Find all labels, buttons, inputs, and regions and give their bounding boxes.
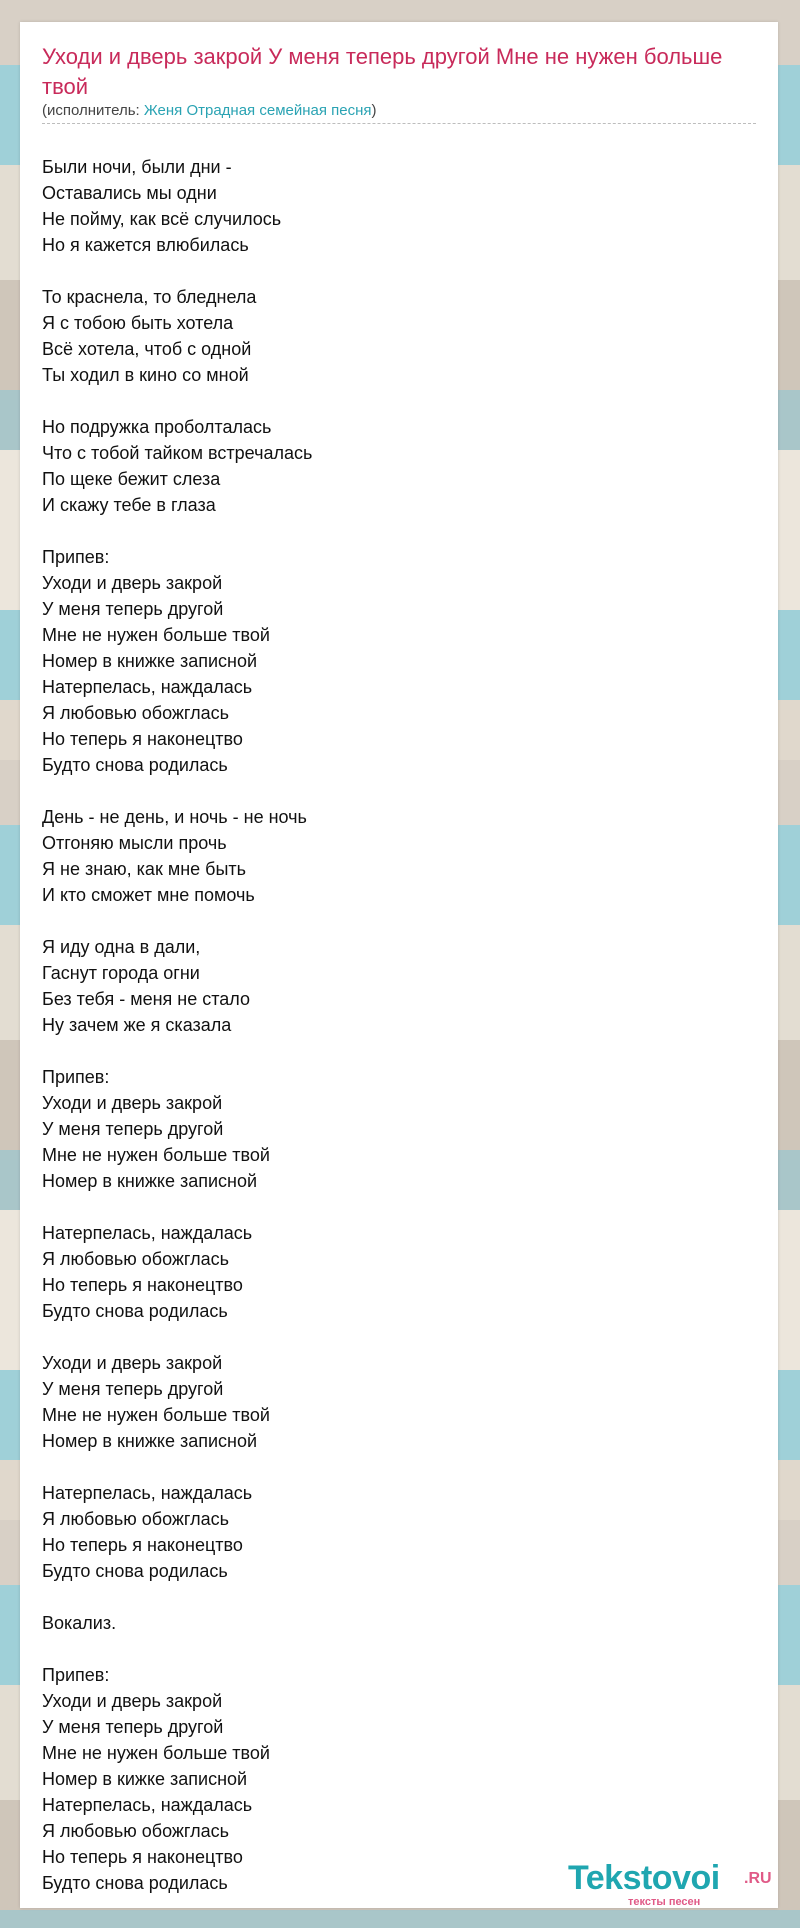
lyric-line: Уходи и дверь закрой bbox=[42, 1691, 223, 1711]
artist-line bbox=[42, 101, 756, 124]
artist-suffix: ) bbox=[371, 102, 377, 119]
lyric-line: Ну зачем же я сказала bbox=[42, 1015, 232, 1035]
lyric-line: Но подружка проболталась bbox=[42, 417, 272, 437]
lyric-line: Натерпелась, наждалась bbox=[42, 677, 253, 697]
lyric-line: Но теперь я наконецтво bbox=[42, 729, 243, 749]
lyric-line bbox=[42, 258, 742, 284]
lyric-line: Натерпелась, наждалась bbox=[42, 1483, 253, 1503]
lyrics-text bbox=[42, 154, 742, 1896]
lyric-line bbox=[42, 1324, 742, 1350]
logo-subtitle: тексты песен bbox=[628, 1896, 701, 1908]
lyric-line: И кто сможет мне помочь bbox=[42, 885, 255, 905]
lyric-line: Номер в книжке записной bbox=[42, 1171, 258, 1191]
lyric-line: Уходи и дверь закрой bbox=[42, 1353, 223, 1373]
lyric-line bbox=[42, 388, 742, 414]
song-title: Уходи и дверь закрой У меня теперь другой Мне не нужен больше твой bbox=[42, 44, 723, 99]
lyric-line: Натерпелась, наждалась bbox=[42, 1795, 253, 1815]
lyric-line bbox=[42, 1194, 742, 1220]
lyric-line: Будто снова родилась bbox=[42, 1561, 228, 1581]
lyric-line: Припев: bbox=[42, 547, 110, 567]
lyric-line: И скажу тебе в глаза bbox=[42, 495, 216, 515]
artist-prefix: (исполнитель: bbox=[42, 102, 144, 119]
lyric-line: Номер в книжке записной bbox=[42, 1431, 258, 1451]
lyric-line: Я с тобою быть хотела bbox=[42, 313, 234, 333]
lyric-line bbox=[42, 1636, 742, 1662]
lyric-line: Будто снова родилась bbox=[42, 1301, 228, 1321]
lyric-line: Вокализ. bbox=[42, 1613, 117, 1633]
lyric-line: Отгоняю мысли прочь bbox=[42, 833, 227, 853]
lyric-line: Что с тобой тайком встречалась bbox=[42, 443, 313, 463]
logo-domain: .RU bbox=[744, 1870, 772, 1887]
lyric-line: Будто снова родилась bbox=[42, 755, 228, 775]
lyric-line: Я любовью обожглась bbox=[42, 1821, 229, 1841]
lyric-line: Но теперь я наконецтво bbox=[42, 1275, 243, 1295]
lyric-line: Не пойму, как всё случилось bbox=[42, 209, 282, 229]
lyric-line: Гаснут города огни bbox=[42, 963, 200, 983]
lyric-line: Припев: bbox=[42, 1665, 110, 1685]
lyric-line: Но теперь я наконецтво bbox=[42, 1847, 243, 1867]
lyric-line: Я любовью обожглась bbox=[42, 703, 229, 723]
lyric-line: Натерпелась, наждалась bbox=[42, 1223, 253, 1243]
lyric-line: Ты ходил в кино со мной bbox=[42, 365, 249, 385]
lyric-line: Мне не нужен больше твой bbox=[42, 1145, 270, 1165]
lyric-line: У меня теперь другой bbox=[42, 599, 224, 619]
artist-link[interactable]: Женя Отрадная семейная песня bbox=[143, 102, 372, 119]
lyric-line: У меня теперь другой bbox=[42, 1119, 224, 1139]
lyric-line: У меня теперь другой bbox=[42, 1717, 224, 1737]
lyric-line: Но теперь я наконецтво bbox=[42, 1535, 243, 1555]
lyric-line: Мне не нужен больше твой bbox=[42, 625, 270, 645]
lyric-line bbox=[42, 518, 742, 544]
lyric-line bbox=[42, 778, 742, 804]
lyric-line: Я любовью обожглась bbox=[42, 1249, 229, 1269]
lyric-line bbox=[42, 1454, 742, 1480]
lyric-line: Мне не нужен больше твой bbox=[42, 1405, 270, 1425]
lyric-line: Всё хотела, чтоб с одной bbox=[42, 339, 252, 359]
lyric-line: У меня теперь другой bbox=[42, 1379, 224, 1399]
lyric-line: Я любовью обожглась bbox=[42, 1509, 229, 1529]
lyric-line: Мне не нужен больше твой bbox=[42, 1743, 270, 1763]
lyric-line: День - не день, и ночь - не ночь bbox=[42, 807, 307, 827]
lyric-line: Я не знаю, как мне быть bbox=[42, 859, 247, 879]
lyric-line bbox=[42, 908, 742, 934]
lyric-line: Номер в кижке записной bbox=[42, 1769, 248, 1789]
lyric-line: Будто снова родилась bbox=[42, 1873, 228, 1893]
lyric-line: Уходи и дверь закрой bbox=[42, 573, 223, 593]
lyric-line: Были ночи, были дни - bbox=[42, 157, 232, 177]
logo-wordmark: Tekstovoi bbox=[568, 1859, 720, 1897]
lyric-line: Номер в книжке записной bbox=[42, 651, 258, 671]
lyric-line: По щеке бежит слеза bbox=[42, 469, 221, 489]
lyric-line: Припев: bbox=[42, 1067, 110, 1087]
site-logo[interactable] bbox=[568, 1858, 788, 1908]
lyric-line: То краснела, то бледнела bbox=[42, 287, 257, 307]
lyric-line: Но я кажется влюбилась bbox=[42, 235, 249, 255]
lyric-line bbox=[42, 1038, 742, 1064]
lyric-line bbox=[42, 1584, 742, 1610]
lyric-line: Уходи и дверь закрой bbox=[42, 1093, 223, 1113]
lyric-line: Без тебя - меня не стало bbox=[42, 989, 250, 1009]
lyric-line: Оставались мы одни bbox=[42, 183, 217, 203]
lyric-line: Я иду одна в дали, bbox=[42, 937, 201, 957]
lyrics-card bbox=[20, 22, 778, 1908]
